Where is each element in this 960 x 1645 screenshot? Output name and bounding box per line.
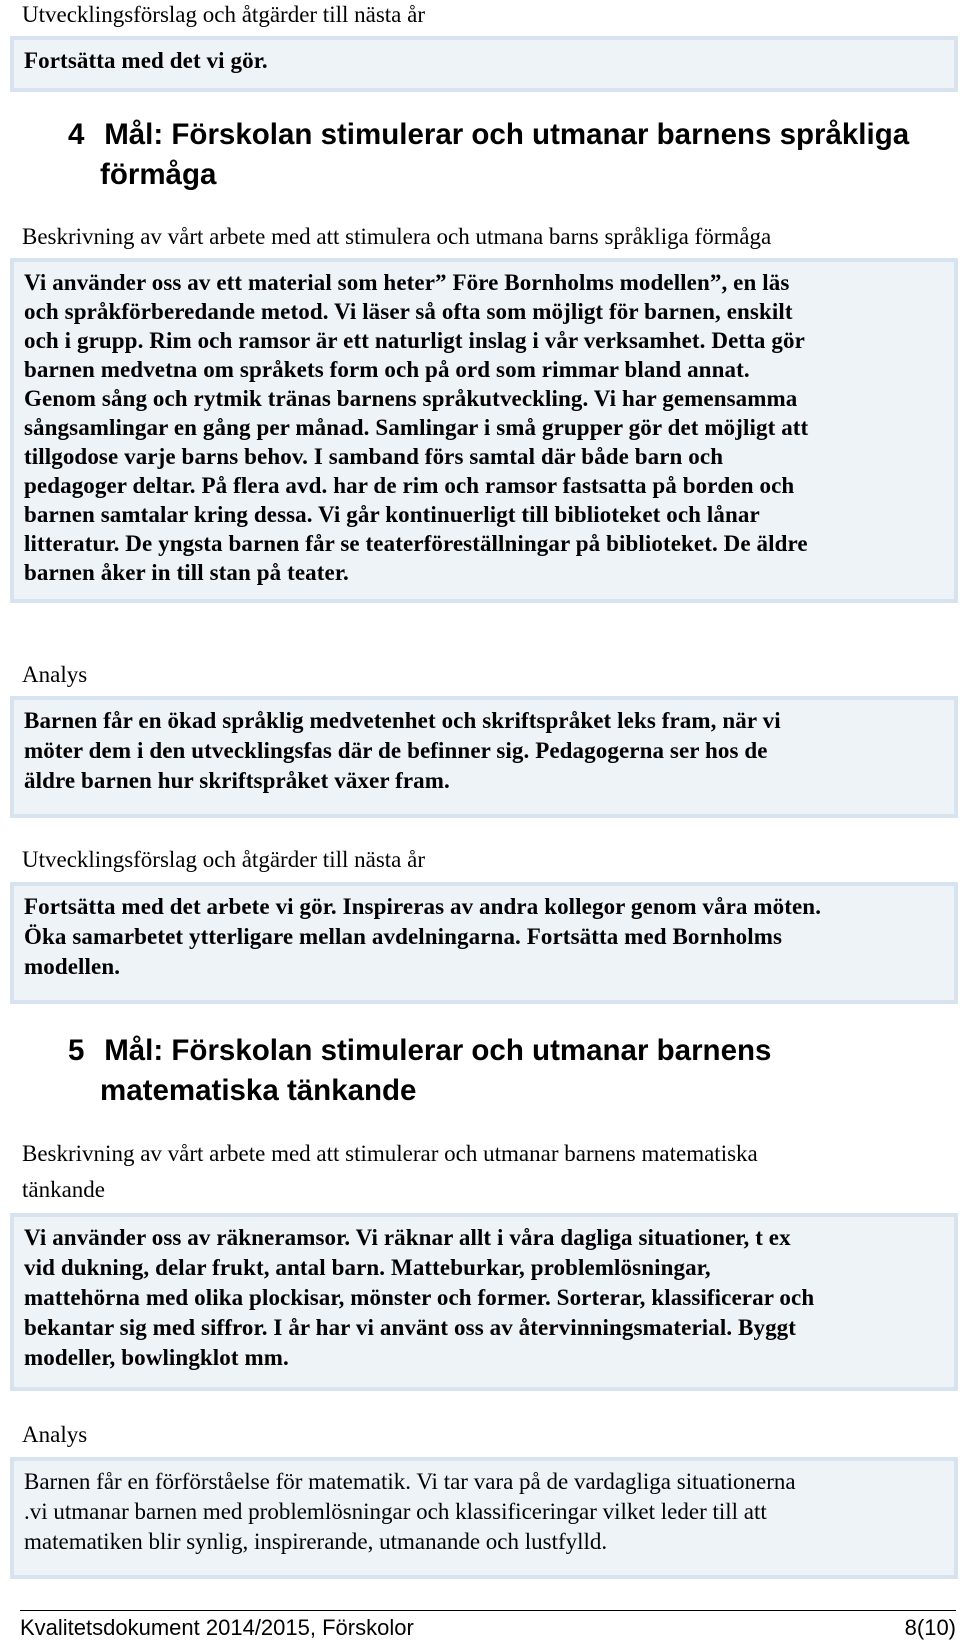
goal4-description-box — [10, 258, 958, 603]
goal5-description-label-line2: tänkande — [22, 1177, 106, 1202]
goal4-description-label: Beskrivning av vårt arbete med att stimulera och utmana barns språkliga förmåga — [22, 224, 772, 249]
goal5-title-line1: Mål: Förskolan stimulerar och utmanar barnens — [104, 1034, 772, 1067]
development-text-top: Fortsätta med det vi gör. — [24, 48, 268, 73]
goal4-analysis-line: möter dem i den utvecklingsfas där de befinner sig. Pedagogerna ser hos de — [24, 738, 768, 763]
goal4-description-line: barnen medvetna om språkets form och på ord som rimmar bland annat. — [24, 357, 750, 382]
goal4-development-line: Öka samarbetet ytterligare mellan avdelningarna. Fortsätta med Bornholms — [24, 924, 783, 949]
goal4-description-line: sångsamlingar en gång per månad. Samlingar i små grupper gör det möjligt att — [24, 415, 809, 440]
goal4-development-label: Utvecklingsförslag och åtgärder till nästa år — [22, 847, 425, 872]
goal4-title-line2: förmåga — [100, 158, 217, 191]
goal4-analysis-box — [10, 696, 958, 818]
goal4-development-line: Fortsätta med det arbete vi gör. Inspireras av andra kollegor genom våra möten. — [24, 894, 822, 919]
goal4-heading — [68, 115, 948, 195]
goal5-description-line: Vi använder oss av räkneramsor. Vi räknar allt i våra dagliga situationer, t ex — [24, 1225, 791, 1250]
goal5-analysis-box — [10, 1457, 958, 1579]
goal4-development-line: modellen. — [24, 954, 121, 979]
goal5-analysis-line: matematiken blir synlig, inspirerande, utmanande och lustfylld. — [24, 1529, 608, 1554]
goal4-description-line: Vi använder oss av ett material som heter” Före Bornholms modellen”, en läs — [24, 270, 790, 295]
goal4-development-box — [10, 882, 958, 1004]
goal4-description-line: och språkförberedande metod. Vi läser så ofta som möjligt för barnen, enskilt — [24, 299, 793, 324]
footer-document-title: Kvalitetsdokument 2014/2015, Förskolor — [20, 1615, 414, 1640]
goal4-analysis-line: Barnen får en ökad språklig medvetenhet och skriftspråket leks fram, när vi — [24, 708, 781, 733]
goal5-description-label — [22, 1136, 758, 1208]
goal5-number: 5 — [68, 1034, 85, 1067]
goal4-analysis-line: äldre barnen hur skriftspråket växer fram. — [24, 768, 450, 793]
goal4-description-line: och i grupp. Rim och ramsor är ett naturligt inslag i vår verksamhet. Detta gör — [24, 328, 805, 353]
goal5-description-line: bekantar sig med siffror. I år har vi använt oss av återvinningsmaterial. Byggt — [24, 1315, 797, 1340]
goal5-description-line: modeller, bowlingklot mm. — [24, 1345, 289, 1370]
goal5-description-box — [10, 1213, 958, 1391]
goal5-description-line: mattehörna med olika plockisar, mönster och former. Sorterar, klassificerar och — [24, 1285, 815, 1310]
goal4-description-line: litteratur. De yngsta barnen får se teaterföreställningar på biblioteket. De äldre — [24, 531, 808, 556]
page-footer — [20, 1614, 956, 1642]
goal5-analysis-line: .vi utmanar barnen med problemlösningar och klassificeringar vilket leder till att — [24, 1499, 767, 1524]
development-label-top: Utvecklingsförslag och åtgärder till nästa år — [22, 2, 425, 27]
goal4-analysis-label: Analys — [22, 662, 88, 687]
goal4-description-line: barnen åker in till stan på teater. — [24, 560, 349, 585]
goal5-analysis-line: Barnen får en förförståelse för matematik. Vi tar vara på de vardagliga situationerna — [24, 1469, 796, 1494]
goal5-description-label-line1: Beskrivning av vårt arbete med att stimulerar och utmanar barnens matematiska — [22, 1141, 758, 1166]
goal5-analysis-label: Analys — [22, 1422, 88, 1447]
goal4-description-line: tillgodose varje barns behov. I samband förs samtal där både barn och — [24, 444, 724, 469]
development-box-top — [10, 36, 958, 92]
goal5-description-line: vid dukning, delar frukt, antal barn. Matteburkar, problemlösningar, — [24, 1255, 711, 1280]
goal5-heading — [68, 1031, 948, 1111]
goal4-description-line: barnen samtalar kring dessa. Vi går kontinuerligt till biblioteket och lånar — [24, 502, 760, 527]
goal4-description-line: Genom sång och rytmik tränas barnens språkutveckling. Vi har gemensamma — [24, 386, 798, 411]
goal4-number: 4 — [68, 118, 85, 151]
footer-divider — [20, 1610, 956, 1611]
goal4-description-line: pedagoger deltar. På flera avd. har de rim och ramsor fastsatta på borden och — [24, 473, 795, 498]
goal5-title-line2: matematiska tänkande — [100, 1074, 417, 1107]
footer-page-number: 8(10) — [904, 1615, 956, 1640]
goal4-title-line1: Mål: Förskolan stimulerar och utmanar barnens språkliga — [104, 118, 910, 151]
